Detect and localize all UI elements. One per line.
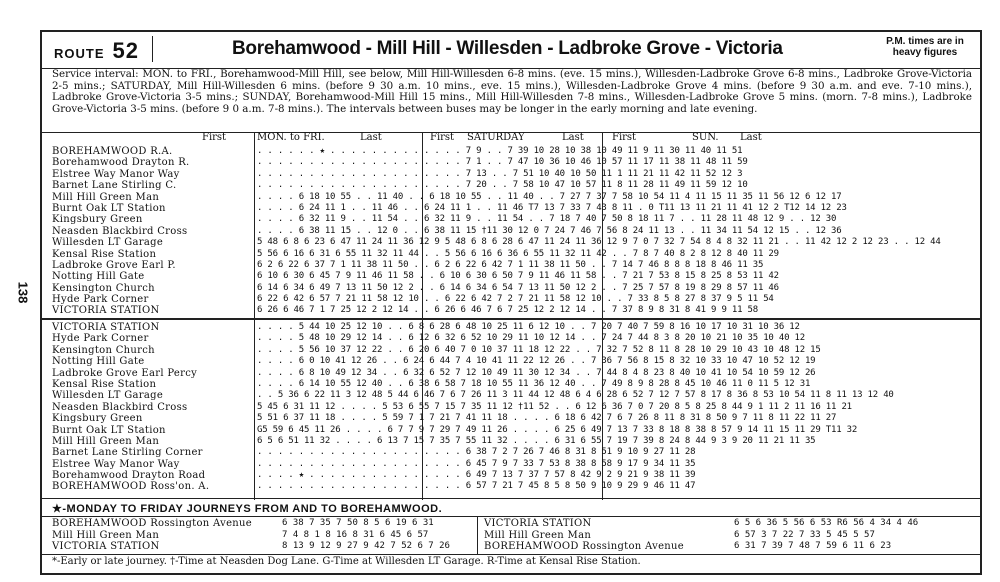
table-row [42,333,980,344]
col-divider [477,516,478,554]
station-name: Borehamwood Drayton Road [52,470,206,482]
table-row [42,530,980,542]
col-first-sun: First [612,132,637,143]
col-sun: SUN. [692,132,719,143]
station-name: BOREHAMWOOD Rossington Avenue [52,518,253,529]
col-last-monfri: Last [360,132,382,143]
table-row [42,368,980,379]
time-cells: . . . . . . . . . . . . . . . . . . . . 6 45 7 9 7 33 7 53 8 38 8 58 9 17 9 34 11 35 [257,458,696,469]
time-cells: 6 22 6 42 6 57 7 21 11 58 12 10 . . 6 22 6 42 7 2 7 21 11 58 12 10 . . 7 33 8 5 8 27 8 37 9 5 11 54 [257,294,774,305]
footnote-table [42,518,980,553]
time-cells: 6 38 7 35 7 50 8 5 6 19 6 31 [282,518,434,528]
col-monfri: MON. to FRI. [257,132,325,143]
time-cells: . . . . 6 18 10 55 . . 11 40 . . 6 18 10 55 . . 11 40 . . 7 27 7 37 7 58 10 54 11 4 11 15 11 35 11 56 12 6 12 17 [257,191,842,202]
station-name: Burnt Oak LT Station [52,424,166,436]
divider [42,554,980,555]
northbound-table [42,146,980,317]
table-row [42,249,980,260]
route-separator [152,36,153,62]
station-name: Ladbroke Grove Earl P. [52,259,176,271]
table-row [42,459,980,470]
station-name: Mill Hill Green Man [484,529,592,541]
station-name: VICTORIA STATION [52,322,160,333]
time-cells: . . . . 6 14 10 55 12 40 . . 6 38 6 58 7 18 10 55 11 36 12 40 . . 7 49 8 9 8 28 8 45 10 46 11 0 11 5 12 31 [257,378,811,389]
table-row [42,413,980,424]
time-cells: 6 14 6 34 6 49 7 13 11 50 12 2 . . 6 14 6 34 6 54 7 13 11 50 12 2 . . 7 25 7 57 8 19 8 29 8 57 11 46 [257,282,779,293]
station-name: Burnt Oak LT Station [52,202,166,214]
legend: *-Early or late journey. †-Time at Neasden Dog Lane. G-Time at Willesden LT Garage. R-Time at Kensal Rise Station. [52,556,641,567]
time-cells: . . . . 6 38 11 15 . . 12 0 . . 6 38 11 15 †11 30 12 0 7 24 7 46 7 56 8 24 11 13 . . 11 34 11 54 12 15 . . 12 36 [257,225,842,236]
time-cells: 6 5 6 51 11 32 . . . . 6 13 7 15 7 35 7 55 11 32 . . . . 6 31 6 55 7 19 7 39 8 24 8 44 9 3 9 20 11 21 11 35 [257,435,816,446]
station-name: Barnet Lane Stirling Corner [52,447,203,459]
time-cells: G5 59 6 45 11 26 . . . . 6 7 7 9 7 29 7 49 11 26 . . . . 6 25 6 49 7 13 7 33 8 18 8 38 8 57 9 14 11 15 11 29 T11 32 [257,424,858,435]
page-number: 138 [15,281,31,304]
time-cells: . . . . 6 32 11 9 . . 11 54 . . 6 32 11 9 . . 11 54 . . 7 18 7 40 7 50 8 18 11 7 . . 11 28 11 48 12 9 . . 12 30 [257,214,837,225]
time-cells: 6 5 6 36 5 56 6 53 R6 56 4 34 4 46 [734,518,919,528]
time-cells: 8 13 9 12 9 27 9 42 7 52 6 7 26 [282,541,450,551]
station-name: Elstree Way Manor Way [52,458,180,470]
table-row [42,322,980,333]
time-cells: . . . . 5 56 10 37 12 22 . . 6 20 6 40 7 0 10 37 11 18 12 22 . . 7 32 7 52 8 11 8 28 10 29 10 43 10 48 12 15 [257,344,821,355]
table-row [42,447,980,458]
station-name: Willesden LT Garage [52,390,164,402]
time-cells: . . . . . . ★ . . . . . . . . . . . . . 7 9 . . 7 39 10 28 10 38 10 49 11 9 11 30 11 40 11 51 [257,146,743,156]
time-cells: . . . . 6 24 11 1 . . 11 46 . . 6 24 11 1 . . 11 46 T7 13 7 33 7 43 8 11 . 0 T11 13 11 21 11 41 12 2 T12 14 12 23 [257,202,847,213]
time-cells: . . 5 36 6 22 11 3 12 48 5 44 6 46 7 6 7 26 11 3 11 44 12 48 6 4 6 28 6 52 7 12 7 57 8 17 8 36 8 53 10 54 11 8 11 13 12 40 [257,390,894,401]
col-first-sat: First [430,132,455,143]
station-name: VICTORIA STATION [52,305,160,317]
time-cells: . . . . . . . . . . . . . . . . . . . . 6 57 7 21 7 45 8 5 8 50 9 10 9 29 9 46 11 47 [257,481,696,492]
table-row [42,180,980,191]
table-row [42,425,980,436]
station-name: Kensington Church [52,344,155,356]
time-cells: . . . . . . . . . . . . . . . . . . . . 6 38 7 2 7 26 7 46 8 31 8 51 9 10 9 27 11 28 [257,447,696,458]
time-cells: 6 26 6 46 7 1 7 25 12 2 12 14 . . 6 26 6 46 7 6 7 25 12 2 12 14 . . 7 37 8 9 8 31 8 41 9 9 11 58 [257,305,758,316]
station-name: Mill Hill Green Man [52,435,160,447]
time-cells: 5 45 6 31 11 12 . . . . 5 53 6 55 7 15 7 35 11 12 †11 52 . . 6 12 6 36 7 0 7 20 8 5 8 25 8 44 9 1 11 2 11 16 11 21 [257,401,852,412]
station-name: Hyde Park Corner [52,333,149,345]
station-name: VICTORIA STATION [52,541,160,552]
table-row [42,237,980,248]
table-row [42,192,980,203]
route-word: ROUTE [54,46,105,61]
page-title: Borehamwood - Mill Hill - Willesden - Ladbroke Grove - Victoria [232,38,783,59]
table-row [42,146,980,157]
table-row [42,541,980,553]
col-last-sun: Last [740,132,762,143]
time-cells: 7 4 8 1 8 16 8 31 6 45 6 57 [282,529,429,540]
station-name: Notting Hill Gate [52,356,145,368]
col-first-monfri: First [202,132,227,143]
station-name: BOREHAMWOOD R.A. [52,146,173,157]
station-name: Elstree Way Manor Way [52,168,180,180]
station-name: Barnet Lane Stirling C. [52,180,177,192]
col-saturday: SATURDAY [467,132,525,143]
station-name: Kingsbury Green [52,413,143,425]
table-row [42,518,980,530]
station-name: Kensington Church [52,282,155,294]
table-row [42,294,980,305]
time-cells: . . . . 6 8 10 49 12 34 . . 6 32 6 52 7 12 10 49 11 30 12 34 . . 7 44 8 4 8 23 8 40 10 41 10 54 10 59 12 26 [257,367,816,378]
station-name: Mill Hill Green Man [52,191,160,203]
service-interval: Service interval: MON. to FRI., Borehamwood-Mill Hill, see below, Mill Hill-Willesden 6-8 mins. (eve. 15 mins.), Willesden-Ladbroke Grove 6-8 mins., Ladbroke Grove-Victoria 2-5 mins.; SATURDAY, Mill Hill-Willesden 6 mins. (before 9 30 a.m. 10 mins., eve. 15 mins.), Willesden-Ladbroke Grove 4 mins. (before 9 30 a.m. and eve. 7-10 mins.), Ladbroke Grove-Victoria 3-5 mins.; SUNDAY, Borehamwood-Mill Hill 15 mins., Mill Hill-Willesden 7-8 mins., Willesden-Ladbroke Grove 5 mins. (morn. 7-8 mins.), Ladbroke Grove-Victoria 3-5 mins. (before 9 0 a.m. 7-8 mins.). The intervals between buses may be longer in the early morning and late evening. [52,68,972,115]
divider [42,498,980,499]
time-cells: 6 31 7 39 7 48 7 59 6 11 6 23 [734,541,892,551]
time-cells: . . . . ★ . . . . . . . . . . . . . . . 6 49 7 13 7 37 7 57 8 42 9 2 9 21 9 38 11 39 [257,470,696,481]
table-row [42,169,980,180]
timetable-frame [40,30,982,575]
station-name: Borehamwood Drayton R. [52,157,190,169]
station-name: Notting Hill Gate [52,271,145,283]
table-row [42,402,980,413]
table-row [42,436,980,447]
route-number: 52 [112,38,139,63]
table-row [42,260,980,271]
time-cells: 5 51 6 37 11 18 . . . . 5 59 7 1 7 21 7 41 11 18 . . . . 6 18 6 42 7 6 7 26 8 11 8 31 8 50 9 7 11 8 11 22 11 27 [257,413,837,424]
station-name: Willesden LT Garage [52,237,164,249]
time-cells: 5 48 6 8 6 23 6 47 11 24 11 36 12 9 5 48 6 8 6 28 6 47 11 24 11 36 12 9 7 0 7 32 7 54 8 4 8 32 11 21 . . 11 42 12 2 12 23 . . 12 44 [257,237,941,248]
table-row [42,283,980,294]
station-name: Kingsbury Green [52,214,143,226]
time-cells: . . . . 6 0 10 41 12 26 . . 6 24 6 44 7 4 10 41 11 22 12 26 . . 7 36 7 56 8 15 8 32 10 33 10 47 10 52 12 19 [257,356,816,367]
divider [42,516,980,517]
station-name: Kensal Rise Station [52,378,157,390]
station-name: Kensal Rise Station [52,248,157,260]
time-cells: 6 57 3 7 22 7 33 5 45 5 57 [734,529,875,540]
station-name: Mill Hill Green Man [52,529,160,541]
table-row [42,271,980,282]
time-cells: 5 56 6 16 6 31 6 55 11 32 11 44 . . 5 56 6 16 6 36 6 55 11 32 11 42 . . 7 8 7 40 8 2 8 12 8 40 11 29 [257,248,779,259]
station-name: Hyde Park Corner [52,294,149,306]
table-row [42,226,980,237]
table-row [42,214,980,225]
station-name: VICTORIA STATION [484,518,592,529]
time-cells: . . . . . . . . . . . . . . . . . . . . 7 20 . . 7 58 10 47 10 57 11 8 11 28 11 49 11 59 12 10 [257,180,748,191]
station-name: BOREHAMWOOD Rossington Avenue [484,541,685,552]
table-row [42,305,980,316]
time-cells: . . . . 5 48 10 29 12 14 . . 6 12 6 32 6 52 10 29 11 10 12 14 . . 7 24 7 44 8 3 8 20 10 21 10 35 10 40 12 [257,333,805,344]
station-name: Neasden Blackbird Cross [52,225,188,237]
table-row [42,470,980,481]
time-cells: . . . . . . . . . . . . . . . . . . . . 7 1 . . 7 47 10 36 10 46 10 57 11 17 11 38 11 48 11 59 [257,157,748,168]
time-cells: . . . . 5 44 10 25 12 10 . . 6 8 6 28 6 48 10 25 11 6 12 10 . . 7 20 7 40 7 59 8 16 10 17 10 31 10 36 12 [257,322,800,332]
pm-note: P.M. times are in heavy figures [886,36,964,58]
station-name: Ladbroke Grove Earl Percy [52,367,198,379]
footnote-title: ★-MONDAY TO FRIDAY JOURNEYS FROM AND TO BOREHAMWOOD. [52,503,443,515]
table-row [42,356,980,367]
route-label [54,38,139,64]
header [42,32,980,69]
table-row [42,390,980,401]
station-name: Neasden Blackbird Cross [52,401,188,413]
column-headers [42,132,980,145]
col-last-sat: Last [562,132,584,143]
southbound-table [42,322,980,493]
divider [42,318,980,320]
station-name: BOREHAMWOOD Ross'on. A. [52,481,210,493]
time-cells: . . . . . . . . . . . . . . . . . . . . 7 13 . . 7 51 10 40 10 50 11 1 11 21 11 42 11 52 12 3 [257,168,743,179]
table-row [42,157,980,168]
table-row [42,345,980,356]
table-row [42,379,980,390]
table-row [42,481,980,492]
table-row [42,203,980,214]
time-cells: 6 10 6 30 6 45 7 9 11 46 11 58 . . 6 10 6 30 6 50 7 9 11 46 11 58 . . 7 21 7 53 8 15 8 25 8 53 11 42 [257,271,779,282]
time-cells: 6 2 6 22 6 37 7 1 11 38 11 50 . . 6 2 6 22 6 42 7 1 11 38 11 50 . . 7 14 7 46 8 8 8 18 8 46 11 35 [257,259,764,270]
